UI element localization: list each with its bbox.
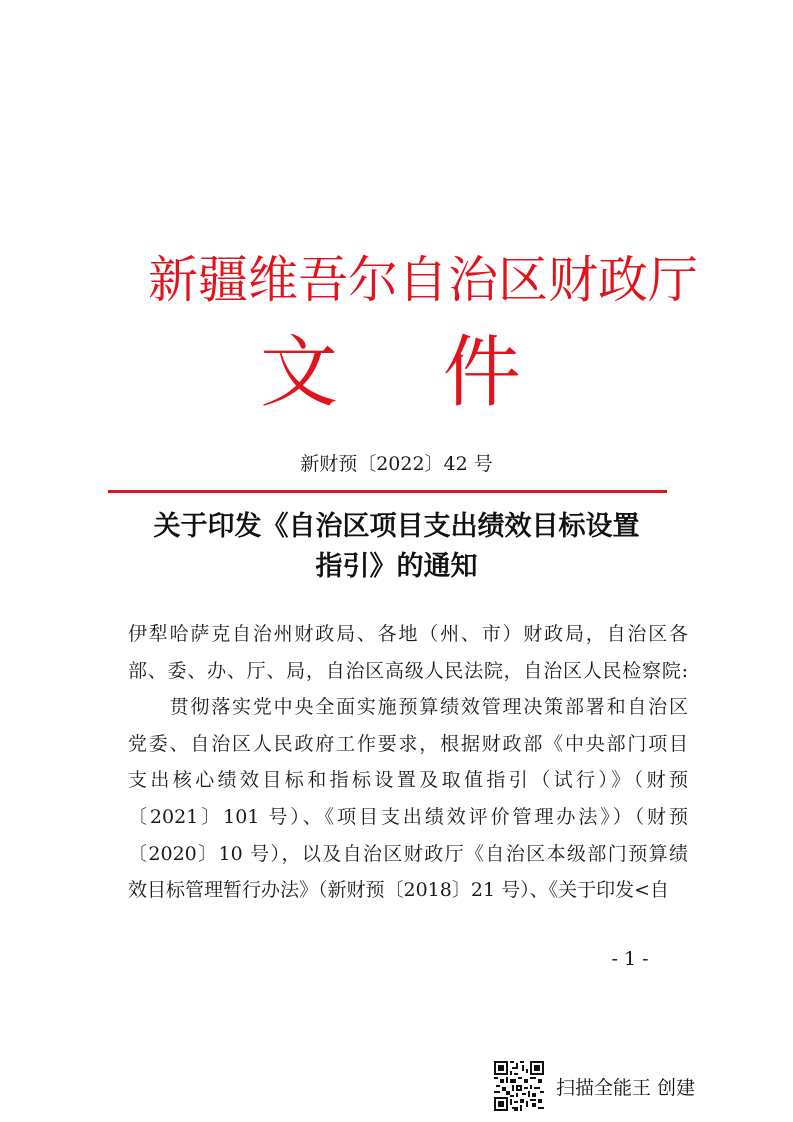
body-line: 〔2021〕101 号）、《项目支出绩效评价管理办法》）（财预 — [128, 805, 688, 828]
scanner-watermark — [494, 1060, 695, 1112]
body-line: 效目标管理暂行办法》（新财预〔2018〕21 号）、《关于印发<自 — [128, 879, 669, 902]
body-line: 支出核心绩效目标和指标设置及取值指引（试行）》（财预 — [128, 769, 688, 792]
body-line: 伊犁哈萨克自治州财政局、各地（州、市）财政局，自治区各 — [128, 623, 688, 645]
qr-code-icon — [494, 1061, 544, 1111]
body-line: 贯彻落实党中央全面实施预算绩效管理决策部署和自治区 — [128, 696, 688, 719]
body-line: 党委、自治区人民政府工作要求，根据财政部《中央部门项目 — [128, 732, 688, 755]
page-number: - 1 - — [611, 948, 649, 970]
document-title — [0, 507, 793, 587]
body-text — [128, 616, 688, 909]
org-header: 新疆维吾尔自治区财政厅 — [148, 251, 698, 309]
scanner-label: 扫描全能王 创建 — [556, 1076, 696, 1099]
body-line: 部、委、办、厅、局，自治区高级人民法院，自治区人民检察院: — [128, 659, 688, 682]
body-line: 〔2020〕10 号），以及自治区财政厅《自治区本级部门预算绩 — [128, 842, 688, 865]
document-type-header: 文 件 — [260, 328, 561, 418]
document-number: 新财预〔2022〕42 号 — [300, 453, 493, 475]
red-divider — [108, 490, 667, 493]
title-line-1: 关于印发《自治区项目支出绩效目标设置 — [153, 511, 640, 542]
title-line-2: 指引》的通知 — [315, 551, 478, 582]
